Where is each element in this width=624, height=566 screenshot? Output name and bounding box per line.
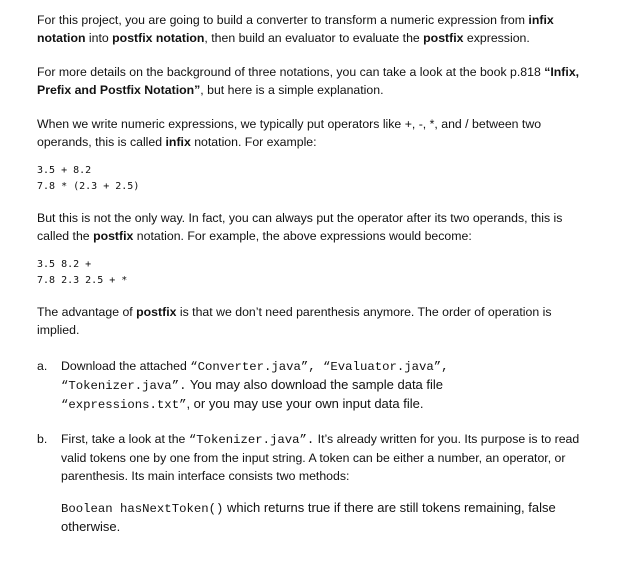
bold-text: postfix (423, 31, 464, 45)
paragraph-background (37, 63, 585, 99)
text: which returns true if there are still tokens remaining, false otherwise. (61, 500, 556, 534)
bold-text: “Infix, Prefix and Postfix Notation” (37, 65, 580, 97)
list-item-b (37, 430, 585, 536)
code-text: “Converter.java”, “Evaluator.java”, (190, 360, 449, 374)
bold-text: postfix (93, 229, 134, 243)
paragraph-intro (37, 11, 585, 47)
bold-text: infix (165, 135, 191, 149)
text: It’s already written for you. Its purpose is to read valid tokens one by one from the input string. A token can be either a number, an operator, or parenthesis. Its main interface consists two methods: (61, 432, 580, 483)
code-text: Boolean hasNextToken() (61, 502, 224, 516)
text: You may also download the sample data file (186, 377, 444, 392)
list-marker: a. (37, 359, 48, 373)
text: The advantage of (37, 305, 137, 319)
code-block-infix (37, 163, 585, 195)
text: notation. For example, the above expressions would become: (133, 229, 472, 243)
text: is that we don’t need parenthesis anymore. The order of operation is implied. (37, 305, 552, 337)
text: For this project, you are going to build a converter to transform a numeric expression from (37, 13, 529, 27)
bold-text: infix notation (37, 13, 554, 45)
paragraph-advantage (37, 303, 585, 339)
text: First, take a look at the (61, 432, 189, 446)
text: For more details on the background of three notations, you can take a look at the book p.818 (37, 65, 545, 79)
code-line: 7.8 2.3 2.5 + * (37, 275, 128, 286)
list-item-a (37, 357, 585, 414)
code-line: 3.5 + 8.2 (37, 165, 92, 176)
code-text: “Tokenizer.java”. (188, 433, 315, 447)
text: Download the attached (61, 359, 191, 373)
text: notation. For example: (190, 135, 317, 149)
paragraph-infix (37, 115, 585, 151)
list-marker: b. (37, 432, 48, 446)
text: But this is not the only way. In fact, you can always put the operator after its two operands, this is called the (37, 211, 563, 243)
code-text: “expressions.txt” (61, 398, 187, 412)
code-block-postfix (37, 257, 585, 289)
text: When we write numeric expressions, we typically put operators like +, -, *, and / between two operands, this is called (37, 117, 542, 149)
code-text: “Tokenizer.java”. (61, 379, 187, 393)
document-page (37, 11, 585, 536)
code-line: 3.5 8.2 + (37, 259, 92, 270)
text: , but here is a simple explanation. (200, 83, 384, 97)
bold-text: postfix notation (112, 31, 205, 45)
code-line: 7.8 * (2.3 + 2.5) (37, 181, 140, 192)
text: , or you may use your own input data file. (186, 396, 424, 411)
paragraph-postfix (37, 209, 585, 245)
bold-text: postfix (136, 305, 177, 319)
text: expression. (463, 31, 530, 45)
text: into (85, 31, 113, 45)
text: , then build an evaluator to evaluate the (204, 31, 424, 45)
